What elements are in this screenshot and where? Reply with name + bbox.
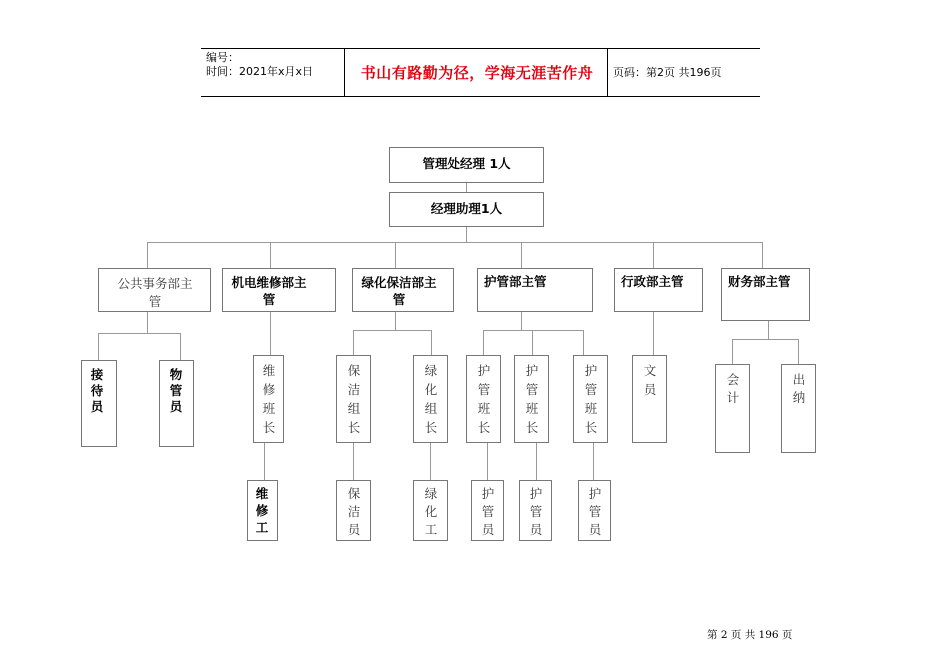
greening-worker-label: 绿化工 xyxy=(424,486,438,537)
admin-box xyxy=(614,268,703,312)
connector xyxy=(532,330,533,355)
connector xyxy=(762,242,763,268)
cashier-box xyxy=(781,364,816,453)
admin-label: 行政部主管 xyxy=(621,274,684,289)
clerk-label: 文员 xyxy=(643,363,657,397)
connector xyxy=(466,183,467,192)
cleaner-box xyxy=(336,480,371,541)
connector xyxy=(395,242,396,268)
mep-label: 机电维修部主管 xyxy=(231,275,307,307)
greening-worker-box xyxy=(413,480,448,541)
greening-box xyxy=(352,268,454,312)
accountant-label: 会计 xyxy=(726,372,740,405)
security-box xyxy=(477,268,593,312)
accountant-box xyxy=(715,364,750,453)
connector xyxy=(264,443,265,480)
connector xyxy=(483,330,484,355)
public-affairs-label: 公共事务部主管 xyxy=(117,276,193,309)
assistant-label: 经理助理1人 xyxy=(430,201,503,216)
cleaning-leader-label: 保洁组长 xyxy=(347,363,361,435)
finance-label: 财务部主管 xyxy=(728,274,791,289)
connector xyxy=(98,333,99,360)
connector xyxy=(466,227,467,242)
connector xyxy=(147,242,763,243)
header-time-label: 时间：2021年x月x日 xyxy=(206,65,314,78)
property-steward-label: 物管员 xyxy=(169,367,183,414)
finance-box xyxy=(721,268,810,321)
header-motto: 书山有路勤为径，学海无涯苦作舟 xyxy=(360,64,594,82)
connector xyxy=(653,312,654,355)
security-leader-label-3: 护管班长 xyxy=(584,363,598,435)
greening-leader-label: 绿化组长 xyxy=(424,363,438,435)
connector xyxy=(483,330,584,331)
connector xyxy=(430,443,431,480)
repair-worker-label: 维修工 xyxy=(255,486,269,535)
connector xyxy=(270,312,271,355)
connector xyxy=(593,443,594,480)
connector xyxy=(431,330,432,355)
greening-leader-box xyxy=(413,355,448,443)
connector xyxy=(732,339,799,340)
repair-leader-label: 维修班长 xyxy=(262,363,276,435)
header-number-label: 编号： xyxy=(206,51,239,64)
security-leader-label-1: 护管班长 xyxy=(477,363,491,435)
guard-label-3: 护管员 xyxy=(588,486,602,537)
header-divider-1 xyxy=(344,48,345,96)
guard-box-1 xyxy=(471,480,504,541)
connector xyxy=(147,312,148,333)
connector xyxy=(521,242,522,268)
connector xyxy=(98,333,181,334)
mep-box xyxy=(222,268,336,312)
connector xyxy=(583,330,584,355)
security-label: 护管部主管 xyxy=(484,274,547,289)
connector xyxy=(180,333,181,360)
public-affairs-box xyxy=(98,268,211,312)
property-steward-box xyxy=(159,360,194,447)
guard-label-1: 护管员 xyxy=(481,486,495,537)
cleaner-label: 保洁员 xyxy=(347,486,361,537)
connector xyxy=(732,339,733,364)
connector xyxy=(353,330,432,331)
receptionist-label: 接待员 xyxy=(90,367,104,414)
receptionist-box xyxy=(81,360,117,447)
greening-label: 绿化保洁部主管 xyxy=(361,275,437,307)
connector xyxy=(353,443,354,480)
connector xyxy=(353,330,354,355)
manager-box xyxy=(389,147,544,183)
repair-leader-box xyxy=(253,355,284,443)
cleaning-leader-box xyxy=(336,355,371,443)
cashier-label: 出纳 xyxy=(792,372,806,405)
security-leader-box-2 xyxy=(514,355,549,443)
connector xyxy=(147,242,148,268)
manager-label: 管理处经理 1人 xyxy=(422,156,511,171)
connector xyxy=(536,443,537,480)
header-bottom-rule xyxy=(201,96,760,97)
connector xyxy=(270,242,271,268)
security-leader-box-1 xyxy=(466,355,501,443)
clerk-box xyxy=(632,355,667,443)
header-top-rule xyxy=(201,48,760,49)
connector xyxy=(653,242,654,268)
security-leader-box-3 xyxy=(573,355,608,443)
assistant-box xyxy=(389,192,544,227)
connector xyxy=(768,321,769,339)
guard-box-2 xyxy=(519,480,552,541)
guard-box-3 xyxy=(578,480,611,541)
header-page-label: 页码：第2页 共196页 xyxy=(613,66,722,79)
connector xyxy=(798,339,799,364)
repair-worker-box xyxy=(247,480,278,541)
guard-label-2: 护管员 xyxy=(529,486,543,537)
connector xyxy=(395,312,396,330)
footer-page-info: 第 2 页 共 196 页 xyxy=(707,629,793,641)
connector xyxy=(521,312,522,330)
security-leader-label-2: 护管班长 xyxy=(525,363,539,435)
connector xyxy=(487,443,488,480)
